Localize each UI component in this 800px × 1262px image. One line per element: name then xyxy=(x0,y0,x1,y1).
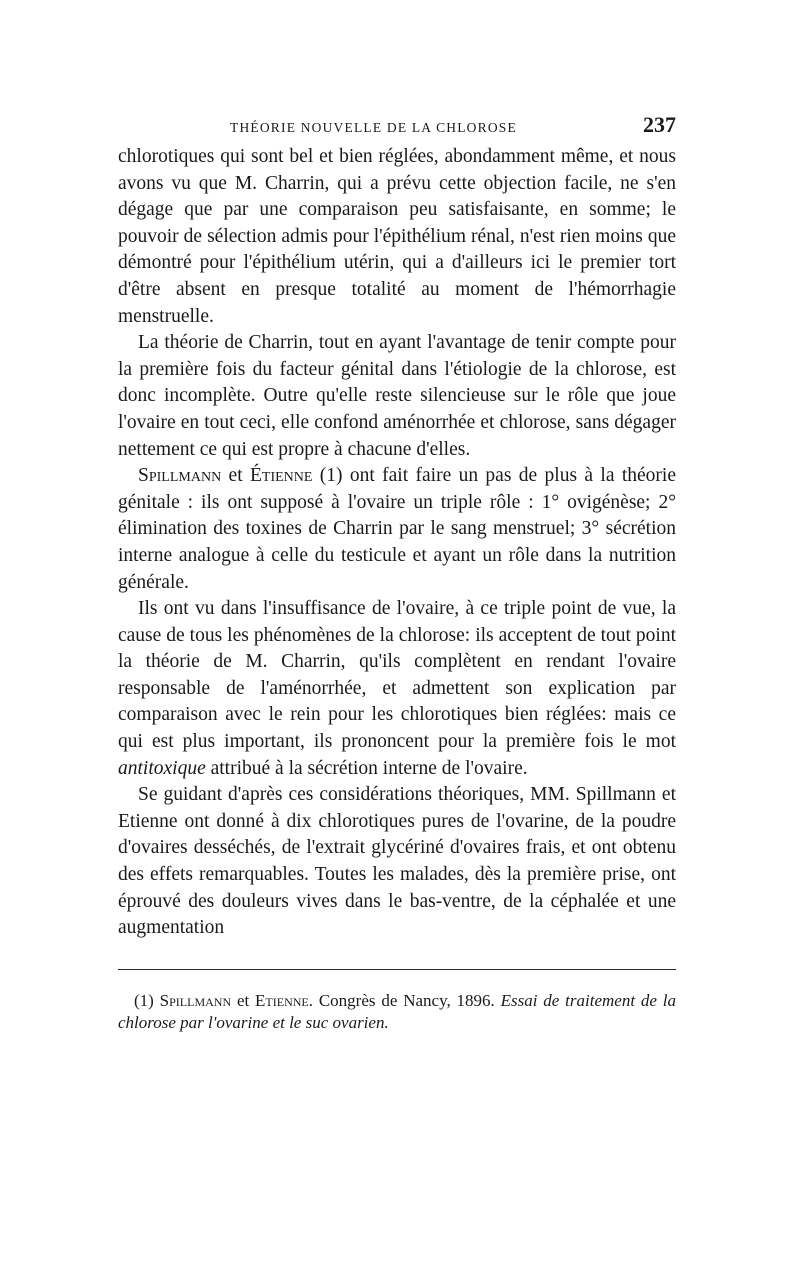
page-number: 237 xyxy=(643,112,676,137)
paragraph-4-text-end: attribué à la sécrétion interne de l'ovaire. xyxy=(205,757,528,779)
footnote-conjunction: et xyxy=(231,990,256,1010)
footnote-divider xyxy=(118,969,676,970)
footnote-author-etienne: Etienne xyxy=(255,990,309,1010)
paragraph-4-text-start: Ils ont vu dans l'insuffisance de l'ovaire, à ce triple point de vue, la cause de tous les phénomènes de la chlorose: ils acceptent de tout point la théorie de M. Charrin, qu'ils complètent en rendant l'ovaire responsable de l'aménorrhée, et admettent son explication par comparaison avec le rein pour les chlorotiques bien réglées: mais ce qui est plus important, ils prononcent pour la première fois le mot xyxy=(118,598,676,753)
footnote-marker: (1) xyxy=(134,990,160,1010)
paragraph-3-text: (1) ont fait faire un pas de plus à la théorie génitale : ils ont supposé à l'ovaire un triple rôle : 1° ovigénèse; 2° élimination des toxines de Charrin par le sang menstruel; 3° sécrétion interne analogue à celle du testicule et ayant un rôle dans la nutrition générale. xyxy=(118,465,676,593)
page-header xyxy=(118,110,676,144)
running-title: THÉORIE NOUVELLE DE LA CHLOROSE xyxy=(230,120,517,135)
italic-term: antitoxique xyxy=(118,757,206,779)
paragraph-2: La théorie de Charrin, tout en ayant l'avantage de tenir compte pour la première fois du facteur génital dans l'étiologie de la chlorose, est donc incomplète. Outre qu'elle reste silencieuse sur le rôle que joue l'ovaire en tout ceci, elle confond aménorrhée et chlorose, sans dégager nettement ce qui est propre à chacune d'elles. xyxy=(118,332,676,460)
footnote-author-spillmann: Spillmann xyxy=(159,990,232,1010)
main-text xyxy=(118,144,676,942)
paragraph-3 xyxy=(118,463,676,596)
conjunction: et xyxy=(221,465,250,487)
author-etienne: Étienne xyxy=(249,465,313,487)
paragraph-4 xyxy=(118,596,676,782)
footnote-source: . Congrès de Nancy, 1896. xyxy=(308,990,501,1010)
footnote-title: Essai de traitement de la chlorose par l'ovarine et le suc ovarien. xyxy=(118,990,676,1032)
paragraph-1: chlorotiques qui sont bel et bien réglées, abondamment même, et nous avons vu que M. Charrin, qui a prévu cette objection facile, ne s'en dégage que par une comparaison peu satisfaisante, en somme; le pouvoir de sélection admis pour l'épithélium rénal, n'est rien moins que démontré pour l'épithélium utérin, qui a d'ailleurs ici le premier tort d'être absent en presque totalité au moment de l'hémorrhagie menstruelle. xyxy=(118,146,676,327)
book-page xyxy=(118,110,676,1034)
paragraph-5: Se guidant d'après ces considérations théoriques, MM. Spillmann et Etienne ont donné à dix chlorotiques pures de l'ovarine, de la poudre d'ovaires desséchés, de l'extrait glycériné d'ovaires frais, et ont obtenu des effets remarquables. Toutes les malades, dès la première prise, ont éprouvé des douleurs vives dans le bas-ventre, de la céphalée et une augmentation xyxy=(118,784,676,939)
footnote xyxy=(118,990,676,1034)
author-spillmann: Spillmann xyxy=(138,465,222,487)
